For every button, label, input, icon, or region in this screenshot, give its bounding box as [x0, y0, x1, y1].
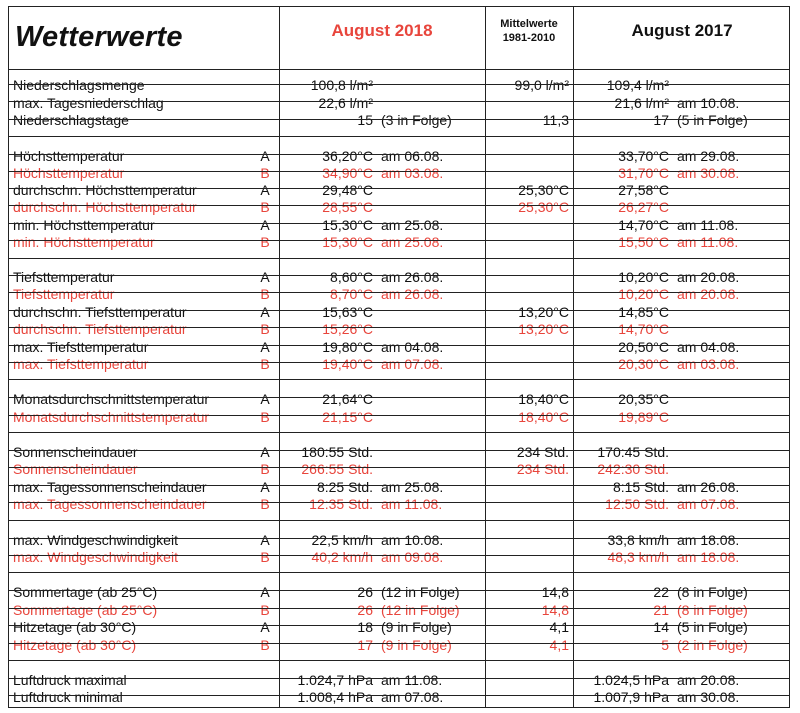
- row-label: durchschn. Tiefsttemperatur: [13, 321, 187, 337]
- note-aug-2018: am 04.08.: [381, 339, 444, 355]
- note-aug-2017: (5 in Folge): [677, 619, 748, 635]
- row-divider: [9, 136, 789, 137]
- value-aug-2018: 180:55 Std.: [301, 444, 373, 460]
- row-divider: [9, 345, 789, 346]
- row-label: min. Höchsttemperatur: [13, 217, 155, 233]
- row-divider: [9, 188, 789, 189]
- value-mittel: 14,8: [541, 602, 569, 618]
- station-code: B: [260, 321, 270, 337]
- note-aug-2017: (8 in Folge): [677, 602, 748, 618]
- value-aug-2017: 20,50°C: [618, 339, 669, 355]
- value-aug-2018: 21,64°C: [322, 391, 373, 407]
- row-divider: [9, 154, 789, 155]
- station-code: A: [260, 182, 270, 198]
- header-mittelwerte-line1: Mittelwerte: [500, 18, 558, 30]
- value-aug-2017: 5: [661, 637, 669, 653]
- note-aug-2017: (8 in Folge): [677, 584, 748, 600]
- row-divider: [9, 171, 789, 172]
- value-mittel: 13,20°C: [518, 321, 569, 337]
- row-divider: [9, 258, 789, 259]
- row-label: max. Windgeschwindigkeit: [13, 549, 178, 565]
- header-mittelwerte: [485, 17, 573, 45]
- station-code: A: [260, 479, 270, 495]
- value-aug-2017: 20,30°C: [618, 356, 669, 372]
- row-label: Sonnenscheindauer: [13, 444, 138, 460]
- row-label: max. Tagessonnenscheindauer: [13, 479, 207, 495]
- column-divider: [485, 7, 486, 707]
- row-divider: [9, 292, 789, 293]
- note-aug-2017: am 18.08.: [677, 532, 740, 548]
- row-label: min. Höchsttemperatur: [13, 234, 155, 250]
- row-divider: [9, 695, 789, 696]
- value-aug-2017: 14: [653, 619, 669, 635]
- value-aug-2018: 15,30°C: [322, 234, 373, 250]
- row-label: Monatsdurchschnittstemperatur: [13, 391, 210, 407]
- station-code: B: [260, 496, 270, 512]
- value-aug-2018: 19,80°C: [322, 339, 373, 355]
- value-aug-2017: 48,3 km/h: [607, 549, 669, 565]
- value-aug-2017: 20,35°C: [618, 391, 669, 407]
- row-label: Tiefsttemperatur: [13, 269, 115, 285]
- note-aug-2018: am 07.08.: [381, 689, 444, 705]
- row-label: Niederschlagsmenge: [13, 77, 145, 93]
- value-aug-2018: 15,30°C: [322, 217, 373, 233]
- note-aug-2017: am 10.08.: [677, 95, 740, 111]
- value-aug-2017: 26,27°C: [618, 199, 669, 215]
- value-mittel: 234 Std.: [516, 461, 569, 477]
- page-title: Wetterwerte: [15, 21, 183, 53]
- note-aug-2018: (12 in Folge): [381, 584, 460, 600]
- row-divider: [9, 240, 789, 241]
- value-aug-2018: 22,5 km/h: [311, 532, 373, 548]
- value-aug-2018: 12:35 Std.: [309, 496, 373, 512]
- row-label: Niederschlagstage: [13, 112, 129, 128]
- station-code: A: [260, 532, 270, 548]
- row-divider: [9, 362, 789, 363]
- row-divider: [9, 572, 789, 573]
- value-aug-2017: 33,8 km/h: [607, 532, 669, 548]
- row-label: Höchsttemperatur: [13, 148, 125, 164]
- note-aug-2018: am 09.08.: [381, 549, 444, 565]
- note-aug-2017: am 07.08.: [677, 496, 740, 512]
- value-mittel: 25,30°C: [518, 182, 569, 198]
- value-aug-2017: 8:15 Std.: [612, 479, 669, 495]
- note-aug-2018: am 26.08.: [381, 269, 444, 285]
- station-code: A: [260, 269, 270, 285]
- value-aug-2018: 8,70°C: [330, 286, 373, 302]
- value-aug-2018: 17: [357, 637, 373, 653]
- row-divider: [9, 450, 789, 451]
- note-aug-2018: (12 in Folge): [381, 602, 460, 618]
- station-code: B: [260, 286, 270, 302]
- row-label: durchschn. Höchsttemperatur: [13, 199, 197, 215]
- row-divider: [9, 69, 789, 70]
- value-aug-2017: 109,4 l/m²: [606, 77, 669, 93]
- value-aug-2017: 17: [653, 112, 669, 128]
- value-mittel: 234 Std.: [516, 444, 569, 460]
- note-aug-2017: (5 in Folge): [677, 112, 748, 128]
- row-divider: [9, 678, 789, 679]
- value-aug-2017: 10,20°C: [618, 286, 669, 302]
- row-label: max. Tagesniederschlag: [13, 95, 164, 111]
- note-aug-2018: am 10.08.: [381, 532, 444, 548]
- row-divider: [9, 397, 789, 398]
- value-aug-2018: 8,60°C: [330, 269, 373, 285]
- value-aug-2018: 266:55 Std.: [301, 461, 373, 477]
- station-code: A: [260, 339, 270, 355]
- value-mittel: 18,40°C: [518, 409, 569, 425]
- note-aug-2017: am 30.08.: [677, 689, 740, 705]
- row-divider: [9, 467, 789, 468]
- station-code: B: [260, 602, 270, 618]
- row-label: Sonnenscheindauer: [13, 461, 138, 477]
- value-aug-2017: 170:45 Std.: [597, 444, 669, 460]
- row-divider: [9, 555, 789, 556]
- row-divider: [9, 327, 789, 328]
- station-code: B: [260, 199, 270, 215]
- station-code: B: [260, 356, 270, 372]
- value-aug-2017: 14,85°C: [618, 304, 669, 320]
- value-aug-2017: 1.024,5 hPa: [593, 672, 669, 688]
- row-label: Monatsdurchschnittstemperatur: [13, 409, 210, 425]
- row-label: Sommertage (ab 25°C): [13, 602, 158, 618]
- value-aug-2018: 26: [357, 602, 373, 618]
- value-aug-2017: 14,70°C: [618, 321, 669, 337]
- station-code: B: [260, 461, 270, 477]
- row-divider: [9, 502, 789, 503]
- note-aug-2018: (3 in Folge): [381, 112, 452, 128]
- note-aug-2017: am 29.08.: [677, 148, 740, 164]
- station-code: B: [260, 549, 270, 565]
- row-divider: [9, 660, 789, 661]
- note-aug-2018: am 25.08.: [381, 479, 444, 495]
- header-august-2018: August 2018: [331, 21, 433, 40]
- row-divider: [9, 625, 789, 626]
- weather-values-table: [8, 6, 790, 708]
- value-mittel: 4,1: [549, 619, 569, 635]
- station-code: B: [260, 234, 270, 250]
- row-divider: [9, 310, 789, 311]
- row-label: max. Tiefsttemperatur: [13, 356, 149, 372]
- row-divider: [9, 84, 789, 85]
- station-code: A: [260, 148, 270, 164]
- station-code: B: [260, 409, 270, 425]
- row-label: Hitzetage (ab 30°C): [13, 619, 137, 635]
- row-divider: [9, 415, 789, 416]
- row-label: Luftdruck minimal: [13, 689, 123, 705]
- row-divider: [9, 538, 789, 539]
- station-code: A: [260, 217, 270, 233]
- note-aug-2018: am 11.08.: [381, 672, 443, 688]
- station-code: B: [260, 637, 270, 653]
- row-label: durchschn. Tiefsttemperatur: [13, 304, 187, 320]
- note-aug-2017: am 18.08.: [677, 549, 740, 565]
- value-aug-2017: 33,70°C: [618, 148, 669, 164]
- note-aug-2018: am 06.08.: [381, 148, 444, 164]
- row-divider: [9, 119, 789, 120]
- value-aug-2017: 19,89°C: [618, 409, 669, 425]
- row-label: Sommertage (ab 25°C): [13, 584, 158, 600]
- value-aug-2018: 1.008,4 hPa: [297, 689, 373, 705]
- value-aug-2018: 21,15°C: [322, 409, 373, 425]
- value-aug-2018: 34,90°C: [322, 165, 373, 181]
- note-aug-2017: am 03.08.: [677, 356, 740, 372]
- note-aug-2018: am 25.08.: [381, 217, 444, 233]
- value-aug-2017: 31,70°C: [618, 165, 669, 181]
- station-code: A: [260, 444, 270, 460]
- station-code: A: [260, 584, 270, 600]
- value-aug-2017: 22: [653, 584, 669, 600]
- value-aug-2018: 100,8 l/m²: [310, 77, 373, 93]
- value-mittel: 4,1: [549, 637, 569, 653]
- station-code: A: [260, 304, 270, 320]
- note-aug-2017: am 30.08.: [677, 165, 740, 181]
- row-divider: [9, 101, 789, 102]
- note-aug-2017: am 20.08.: [677, 269, 740, 285]
- row-divider: [9, 643, 789, 644]
- value-aug-2018: 8:25 Std.: [316, 479, 373, 495]
- row-divider: [9, 379, 789, 380]
- value-aug-2018: 18: [357, 619, 373, 635]
- column-divider: [573, 7, 574, 707]
- note-aug-2018: (9 in Folge): [381, 619, 452, 635]
- value-aug-2017: 15,50°C: [618, 234, 669, 250]
- value-mittel: 13,20°C: [518, 304, 569, 320]
- value-aug-2018: 22,6 l/m²: [318, 95, 373, 111]
- header-august-2017: August 2017: [631, 21, 733, 40]
- value-mittel: 25,30°C: [518, 199, 569, 215]
- row-divider: [9, 205, 789, 206]
- note-aug-2018: am 03.08.: [381, 165, 444, 181]
- note-aug-2018: am 26.08.: [381, 286, 444, 302]
- value-aug-2018: 29,48°C: [322, 182, 373, 198]
- value-aug-2018: 40,2 km/h: [311, 549, 373, 565]
- row-divider: [9, 223, 789, 224]
- row-label: Tiefsttemperatur: [13, 286, 115, 302]
- value-aug-2017: 14,70°C: [618, 217, 669, 233]
- value-aug-2017: 21: [653, 602, 669, 618]
- row-divider: [9, 275, 789, 276]
- value-aug-2017: 27,58°C: [618, 182, 669, 198]
- value-aug-2017: 10,20°C: [618, 269, 669, 285]
- note-aug-2018: am 25.08.: [381, 234, 444, 250]
- value-mittel: 99,0 l/m²: [514, 77, 569, 93]
- station-code: A: [260, 619, 270, 635]
- value-mittel: 18,40°C: [518, 391, 569, 407]
- value-aug-2018: 15,26°C: [322, 321, 373, 337]
- note-aug-2018: (9 in Folge): [381, 637, 452, 653]
- row-divider: [9, 608, 789, 609]
- note-aug-2017: am 26.08.: [677, 479, 740, 495]
- note-aug-2018: am 07.08.: [381, 356, 444, 372]
- note-aug-2017: am 11.08.: [677, 217, 739, 233]
- value-aug-2017: 12:50 Std.: [605, 496, 669, 512]
- row-divider: [9, 432, 789, 433]
- value-aug-2017: 1.007,9 hPa: [593, 689, 669, 705]
- row-label: max. Windgeschwindigkeit: [13, 532, 178, 548]
- value-aug-2018: 19,40°C: [322, 356, 373, 372]
- row-label: max. Tiefsttemperatur: [13, 339, 149, 355]
- row-label: Höchsttemperatur: [13, 165, 125, 181]
- value-aug-2018: 1.024,7 hPa: [297, 672, 373, 688]
- note-aug-2017: am 04.08.: [677, 339, 740, 355]
- station-code: B: [260, 165, 270, 181]
- row-divider: [9, 590, 789, 591]
- value-aug-2017: 21,6 l/m²: [614, 95, 669, 111]
- value-aug-2018: 28,55°C: [322, 199, 373, 215]
- note-aug-2017: am 20.08.: [677, 286, 740, 302]
- row-label: durchschn. Höchsttemperatur: [13, 182, 197, 198]
- station-code: A: [260, 391, 270, 407]
- row-label: Hitzetage (ab 30°C): [13, 637, 137, 653]
- row-label: max. Tagessonnenscheindauer: [13, 496, 207, 512]
- note-aug-2017: (2 in Folge): [677, 637, 748, 653]
- value-aug-2018: 15,63°C: [322, 304, 373, 320]
- value-mittel: 14,8: [541, 584, 569, 600]
- value-aug-2018: 15: [357, 112, 373, 128]
- note-aug-2017: am 20.08.: [677, 672, 740, 688]
- value-aug-2018: 36,20°C: [322, 148, 373, 164]
- row-divider: [9, 520, 789, 521]
- value-aug-2017: 242:30 Std.: [597, 461, 669, 477]
- note-aug-2018: am 11.08.: [381, 496, 443, 512]
- note-aug-2017: am 11.08.: [677, 234, 739, 250]
- row-label: Luftdruck maximal: [13, 672, 127, 688]
- value-mittel: 11,3: [542, 112, 569, 128]
- row-divider: [9, 485, 789, 486]
- column-divider: [279, 7, 280, 707]
- header-mittelwerte-line2: 1981-2010: [502, 32, 556, 44]
- value-aug-2018: 26: [357, 584, 373, 600]
